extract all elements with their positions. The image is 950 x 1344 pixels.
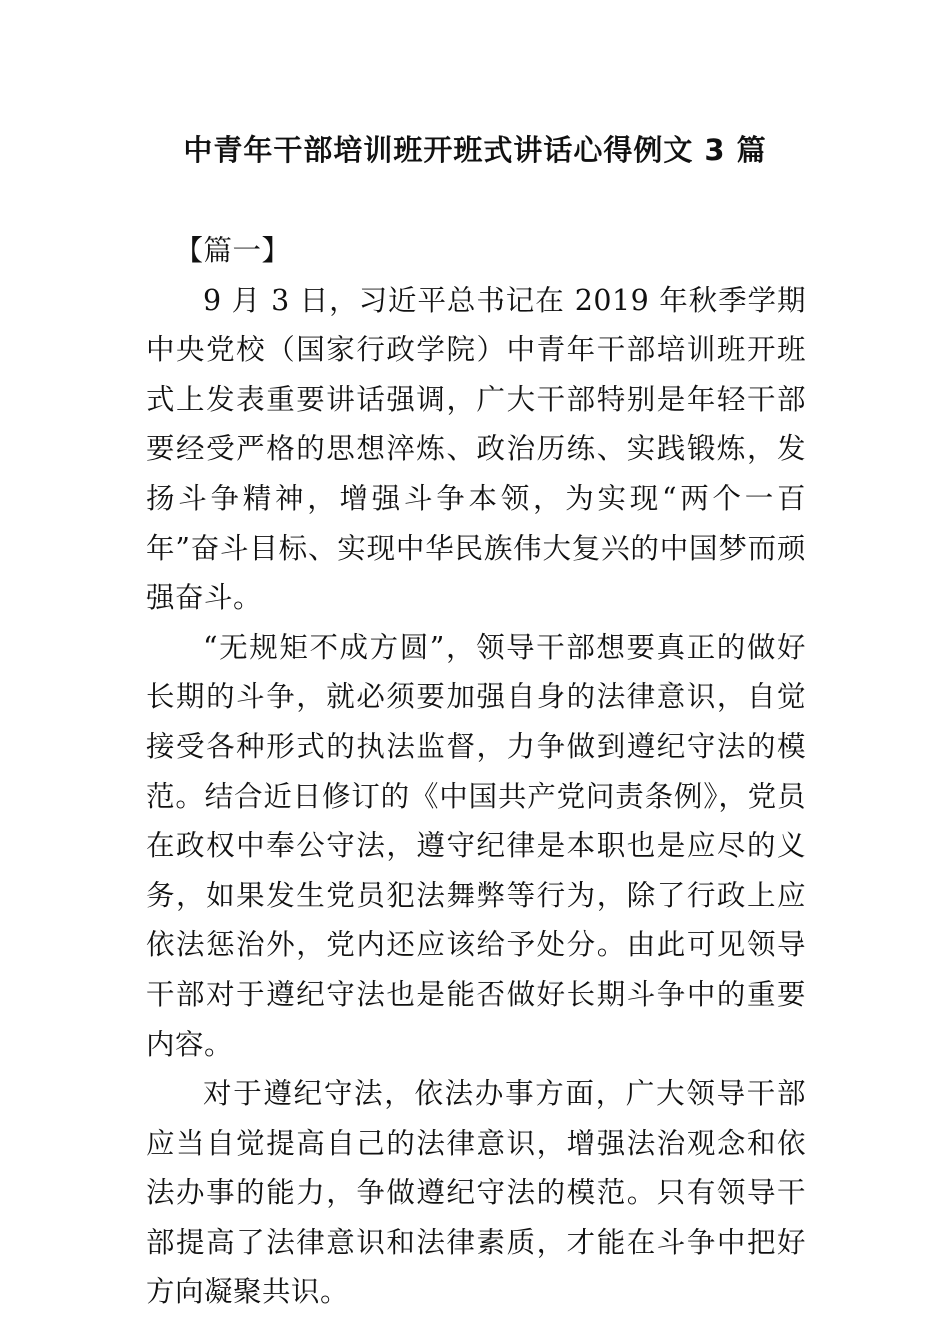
paragraph-1: 9 月 3 日，习近平总书记在 2019 年秋季学期中央党校（国家行政学院）中青年干部培训班开班式上发表重要讲话强调，广大干部特别是年轻干部要经受严格的思想淬炼、政治历练、实践锻炼，发扬斗争精神，增强斗争本领，为实现“两个一百年”奋斗目标、实现中华民族伟大复兴的中国梦而顽强奋斗。 xyxy=(146,283,806,615)
document-title: 中青年干部培训班开班式讲话心得例文 3 篇 xyxy=(183,133,767,167)
paragraph-3: 对于遵纪守法，依法办事方面，广大领导干部应当自觉提高自己的法律意识，增强法治观念和依法办事的能力，争做遵纪守法的模范。只有领导干部提高了法律意识和法律素质，才能在斗争中把好方向凝聚共识。 xyxy=(146,1077,806,1309)
paragraph-2: “无规矩不成方圆”，领导干部想要真正的做好长期的斗争，就必须要加强自身的法律意识，自觉接受各种形式的执法监督，力争做到遵纪守法的模范。结合近日修订的《中国共产党问责条例》，党员在政权中奉公守法，遵守纪律是本职也是应尽的义务，如果发生党员犯法舞弊等行为，除了行政上应依法惩治外，党内还应该给予处分。由此可见领导干部对于遵纪守法也是能否做好长期斗争中的重要内容。 xyxy=(146,630,806,1061)
document-body xyxy=(146,226,806,1317)
section-label: 【篇一】 xyxy=(174,234,291,267)
